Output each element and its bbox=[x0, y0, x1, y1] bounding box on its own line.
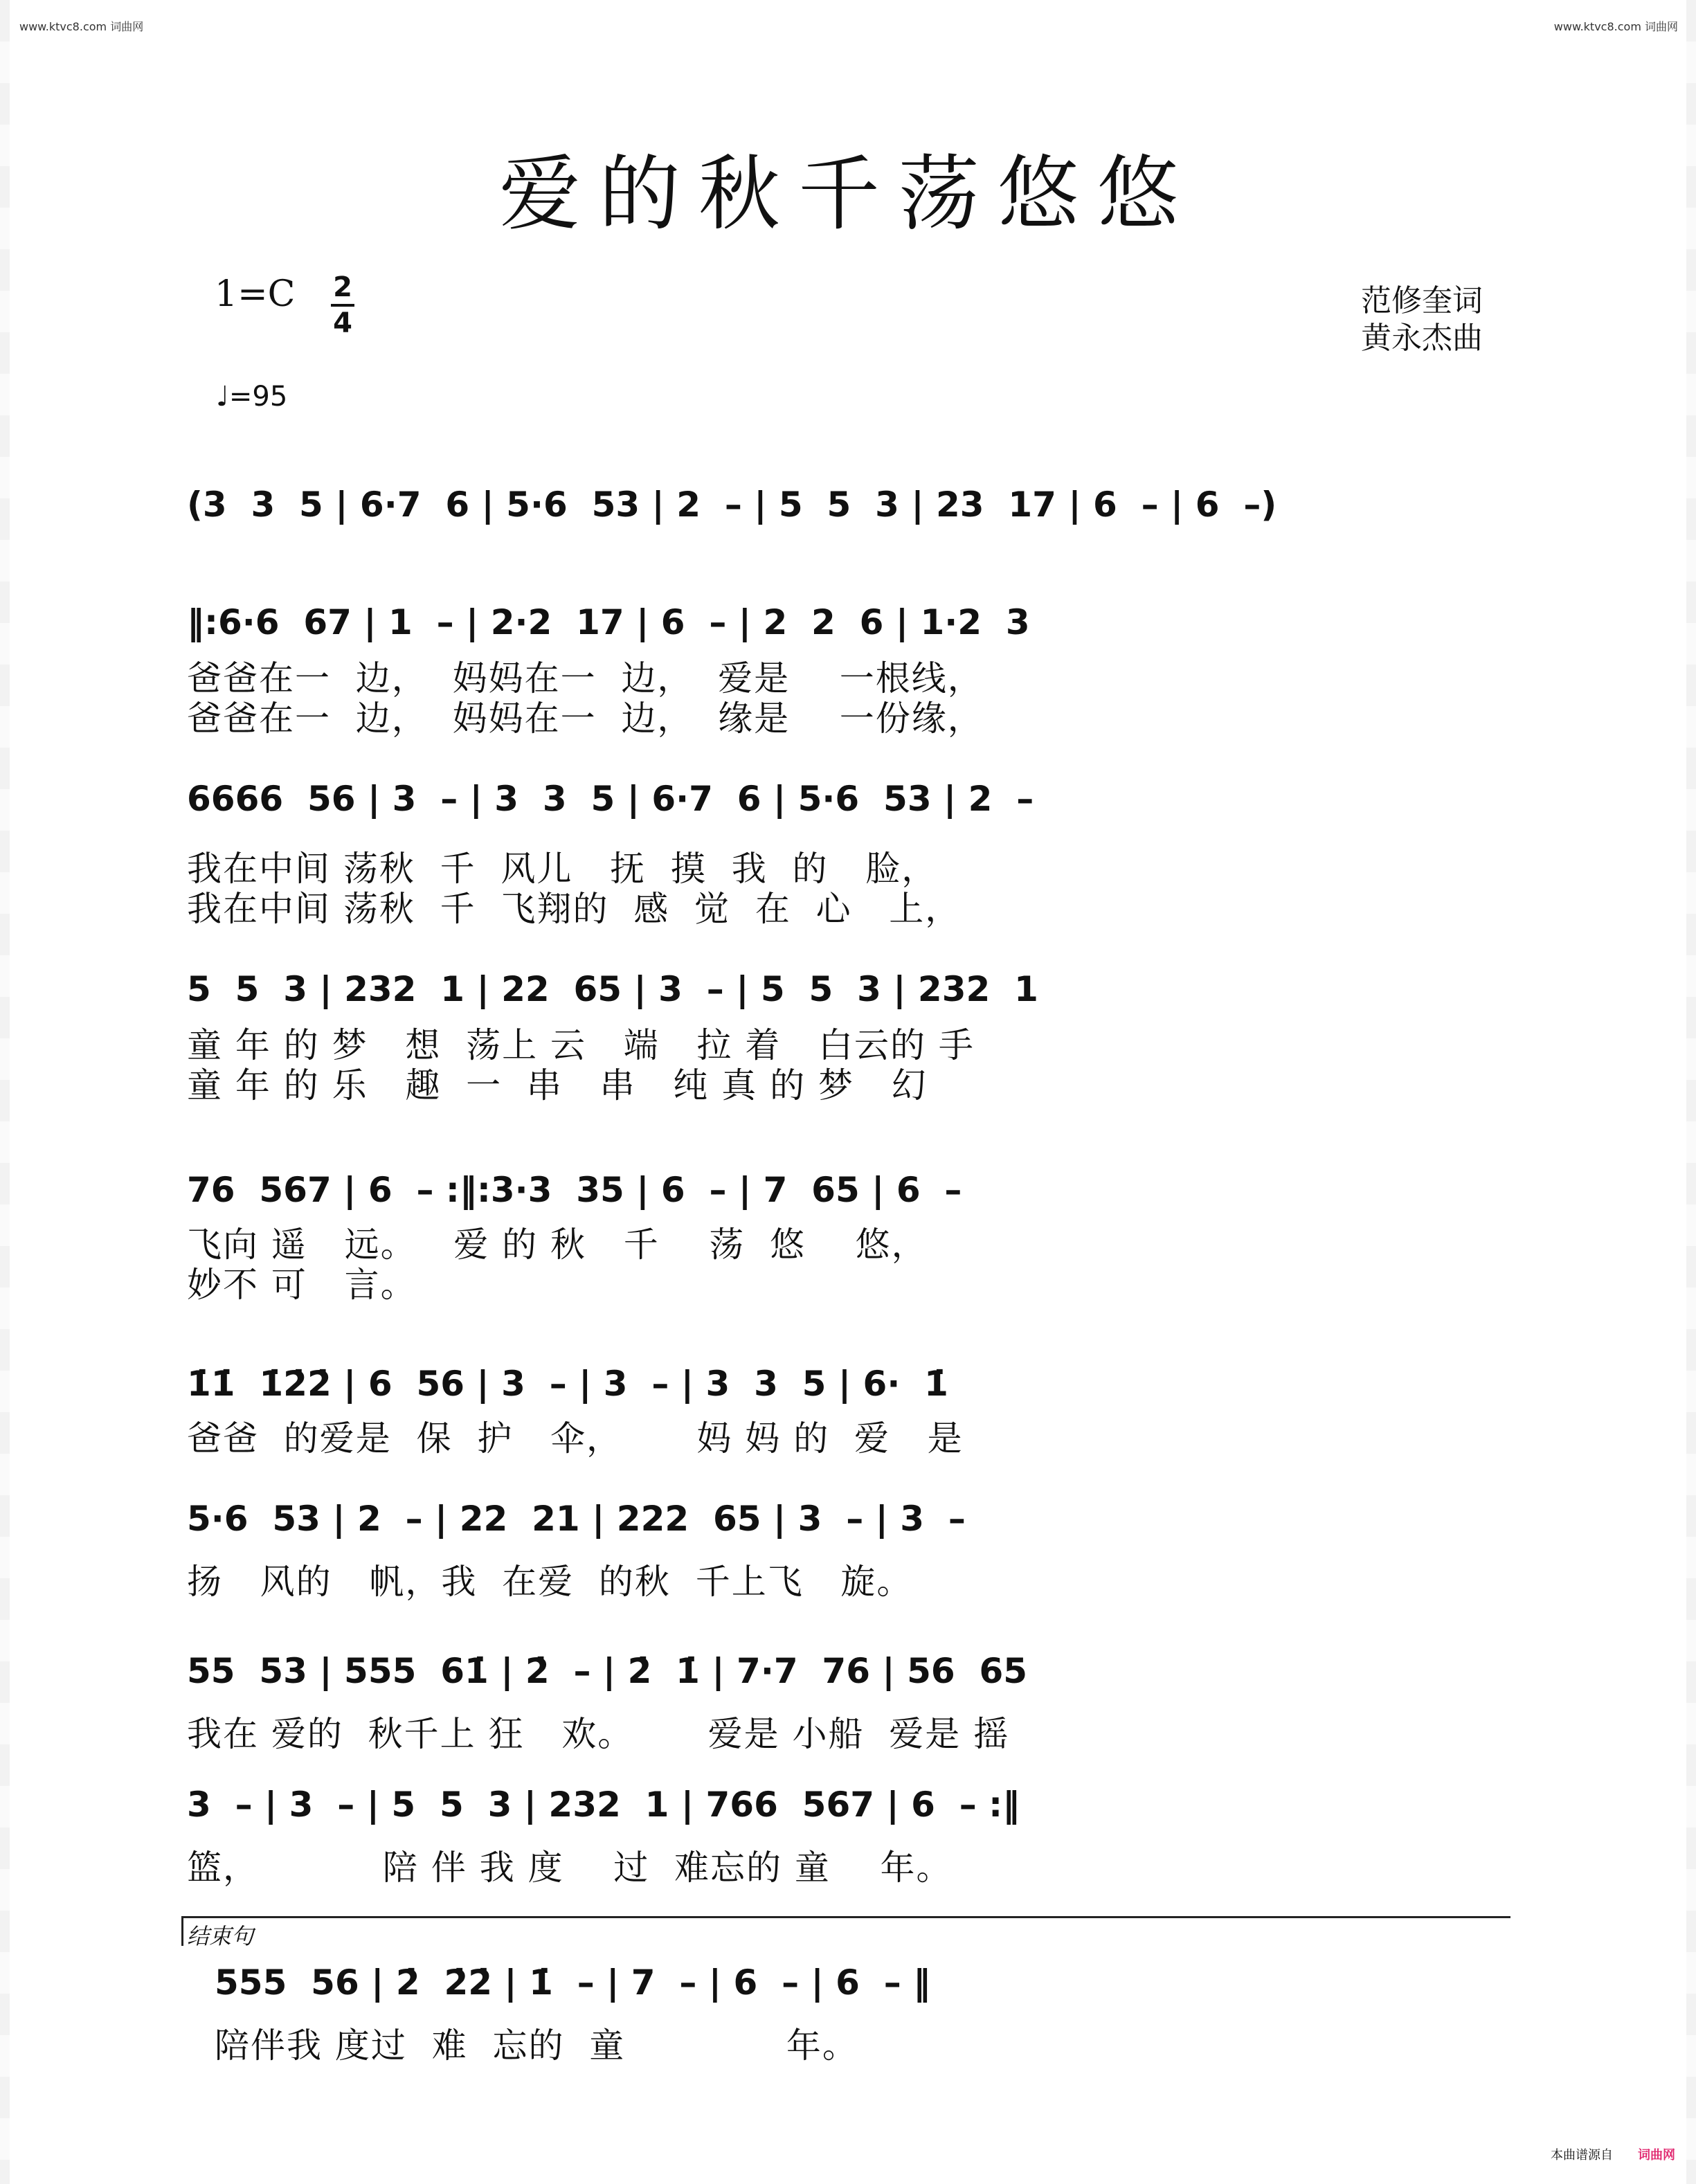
key-signature: 1=C bbox=[215, 273, 296, 315]
credits bbox=[1361, 282, 1483, 357]
song-title: 爱的秋千荡悠悠 bbox=[498, 146, 1197, 242]
footer-source: 本曲谱源自 bbox=[1551, 2148, 1613, 2163]
notes-line: 6666 56 | 3 – | 3 3 5 | 6·7 6 | 5·6 53 | 2 – bbox=[187, 779, 1034, 819]
footer-site-logo: 词曲网 bbox=[1638, 2148, 1675, 2163]
tempo-marking: ♩=95 bbox=[216, 381, 288, 413]
meter-top: 2 bbox=[333, 271, 352, 303]
notes-line: 55 53 | 555 61̇ | 2̇ – | 2̇ 1̇ | 7·7 76 | 56 65 bbox=[187, 1651, 1028, 1691]
lyrics-verse-1: 我在中间 荡秋 千 风儿 抚 摸 我 的 脸， bbox=[187, 849, 938, 889]
lyrics-verse-1: 童 年 的 梦 想 荡上 云 端 拉 着 白云的 手 bbox=[187, 1025, 975, 1065]
notes-line: 3 – | 3 – | 5 5 3 | 232 1 | 766 567 | 6 – :‖ bbox=[187, 1785, 1020, 1825]
composer: 黄永杰曲 bbox=[1361, 321, 1483, 356]
lyrics-verse-1: 篮， 陪 伴 我 度 过 难忘的 童 年。 bbox=[187, 1848, 953, 1888]
lyrics-verse-2: 妙不 可 言。 bbox=[187, 1265, 417, 1305]
notes-line: (3 3 5 | 6·7 6 | 5·6 53 | 2 – | 5 5 3 | 23 17 | 6 – | 6 –) bbox=[187, 485, 1277, 525]
lyrics-verse-2: 爸爸在一 边， 妈妈在一 边， 缘是 一份缘， bbox=[187, 698, 984, 739]
coda-bracket bbox=[181, 1916, 1510, 1918]
meter-bottom: 4 bbox=[333, 307, 352, 339]
lyrics-verse-1: 爸爸 的爱是 保 护 伞， 妈 妈 的 爱 是 bbox=[187, 1418, 964, 1459]
lyrics-verse-1: 我在 爱的 秋千上 狂 欢。 爱是 小船 爱是 摇 bbox=[187, 1714, 1010, 1754]
notes-line: 5·6 53 | 2 – | 22 21 | 222 65 | 3 – | 3 – bbox=[187, 1499, 966, 1539]
notes-line: 5 5 3 | 232 1 | 22 65 | 3 – | 5 5 3 | 232 1 bbox=[187, 969, 1038, 1009]
watermark-left: www.ktvc8.com 词曲网 bbox=[19, 20, 144, 33]
notes-line: 1̇1̇ 1̇2̇2̇ | 6 56 | 3 – | 3 – | 3 3 5 | 6· 1̇ bbox=[187, 1364, 948, 1404]
notes-line: ‖:6·6 67 | 1 – | 2·2 17 | 6 – | 2 2 6 | 1·2 3 bbox=[187, 602, 1030, 642]
watermark-right: www.ktvc8.com 词曲网 bbox=[1553, 20, 1678, 33]
left-border-strip bbox=[0, 0, 10, 2184]
lyrics-verse-1: 爸爸在一 边， 妈妈在一 边， 爱是 一根线， bbox=[187, 658, 984, 698]
lyrics-verse-2: 童 年 的 乐 趣 一 串 串 纯 真 的 梦 幻 bbox=[187, 1065, 928, 1105]
lyrics-verse-1: 扬 风的 帆，我 在爱 的秋 千上飞 旋。 bbox=[187, 1562, 913, 1602]
lyrics-verse-1: 飞向 遥 远。 爱 的 秋 千 荡 悠 悠， bbox=[187, 1225, 928, 1265]
meter-divider bbox=[331, 304, 354, 307]
notes-line: 76 567 | 6 – :‖:3·3 35 | 6 – | 7 65 | 6 – bbox=[187, 1170, 962, 1210]
lyricist: 范修奎词 bbox=[1361, 283, 1483, 318]
lyrics-verse-2: 我在中间 荡秋 千 飞翔的 感 觉 在 心 上， bbox=[187, 889, 962, 929]
time-signature bbox=[331, 272, 354, 339]
right-border-strip bbox=[1686, 0, 1696, 2184]
lyrics-coda: 陪伴我 度过 难 忘的 童 年。 bbox=[215, 2025, 858, 2066]
notes-line: 555 56 | 2̇ 2̇2̇ | 1̇ – | 7 – | 6 – | 6 – ‖ bbox=[215, 1962, 931, 2003]
coda-label: 结束句 bbox=[187, 1923, 254, 1949]
